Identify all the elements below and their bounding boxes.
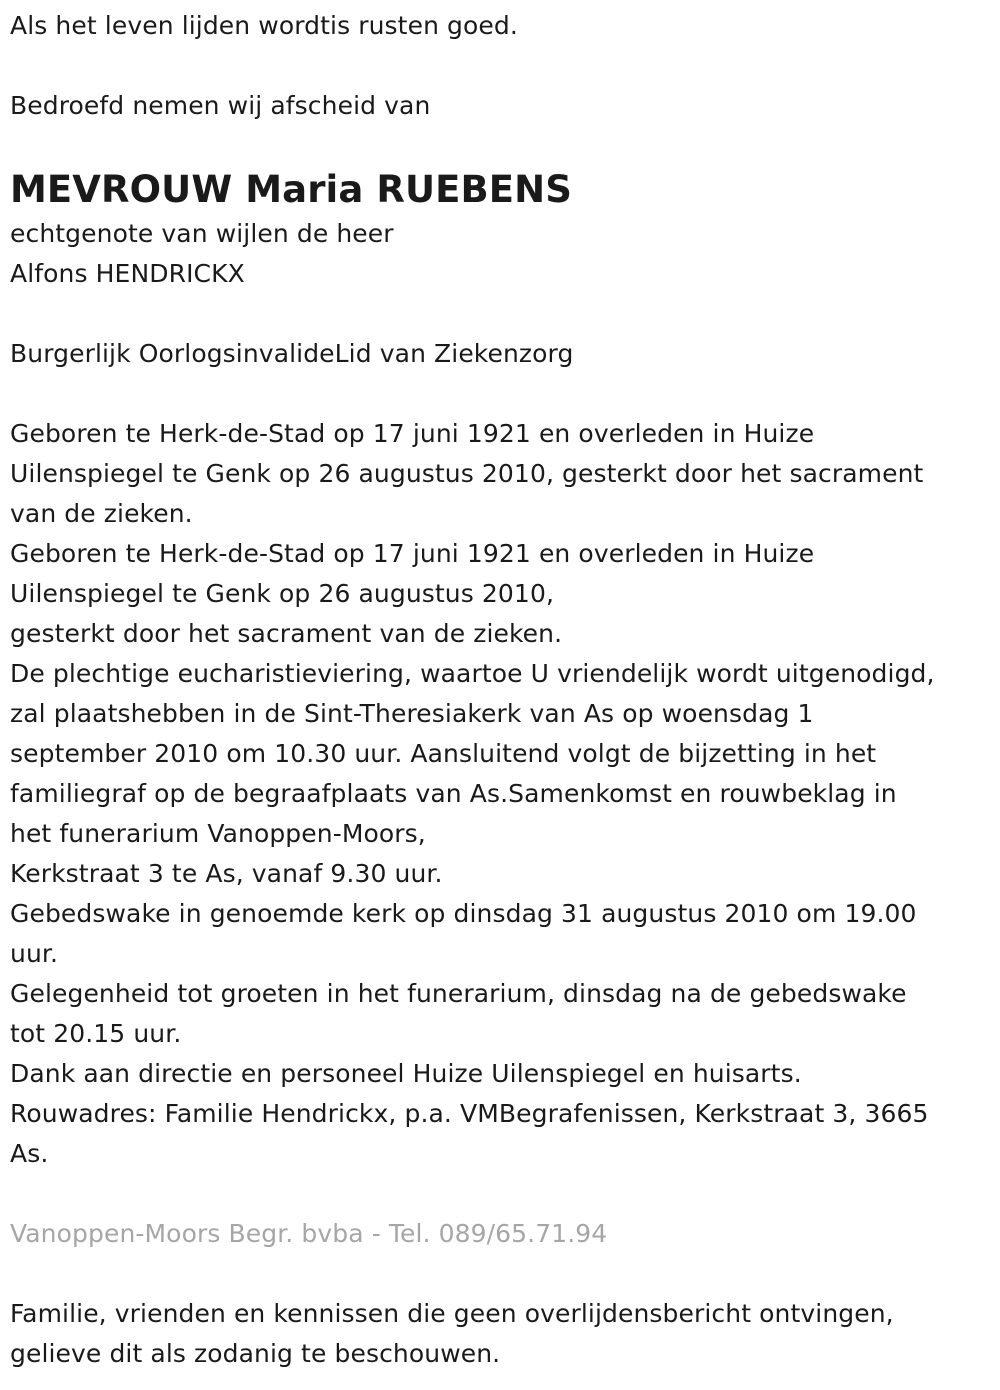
spacer: [10, 126, 995, 166]
relation-line: Alfons HENDRICKX: [10, 259, 245, 288]
closing-line: gelieve dit als zodanig te beschouwen.: [10, 1339, 501, 1368]
spacer: [10, 294, 995, 334]
body-line: Uilenspiegel te Genk op 26 augustus 2010, gesterkt door het sacrament: [10, 459, 924, 488]
relation-line: echtgenote van wijlen de heer: [10, 219, 394, 248]
body-line: Dank aan directie en personeel Huize Uilenspiegel en huisarts.: [10, 1059, 802, 1088]
body-line: Uilenspiegel te Genk op 26 augustus 2010,: [10, 579, 554, 608]
body-line: uur.: [10, 939, 59, 968]
intro-text: Bedroefd nemen wij afscheid van: [10, 91, 431, 120]
body-line: het funerarium Vanoppen-Moors,: [10, 819, 426, 848]
titles-line: Burgerlijk OorlogsinvalideLid van Ziekenzorg: [10, 339, 574, 368]
body-line: zal plaatshebben in de Sint-Theresiakerk van As op woensdag 1: [10, 699, 814, 728]
funeral-home-contact: Vanoppen-Moors Begr. bvba - Tel. 089/65.71.94: [10, 1219, 608, 1248]
body-line: tot 20.15 uur.: [10, 1019, 182, 1048]
spacer: [10, 46, 995, 86]
body-line: familiegraf op de begraafplaats van As.Samenkomst en rouwbeklag in: [10, 779, 897, 808]
body-line: Gebedswake in genoemde kerk op dinsdag 31 augustus 2010 om 19.00: [10, 899, 917, 928]
deceased-name: MEVROUW Maria RUEBENS: [10, 168, 572, 211]
spacer: [10, 374, 995, 414]
body-line: Geboren te Herk-de-Stad op 17 juni 1921 en overleden in Huize: [10, 419, 815, 448]
body-line: Geboren te Herk-de-Stad op 17 juni 1921 en overleden in Huize: [10, 539, 815, 568]
motto: Als het leven lijden wordtis rusten goed.: [10, 11, 518, 40]
body-line: Rouwadres: Familie Hendrickx, p.a. VMBegrafenissen, Kerkstraat 3, 3665: [10, 1099, 929, 1128]
body-line: gesterkt door het sacrament van de zieken.: [10, 619, 563, 648]
spacer: [10, 1254, 995, 1294]
body-line: Kerkstraat 3 te As, vanaf 9.30 uur.: [10, 859, 443, 888]
body-line: Gelegenheid tot groeten in het funerarium, dinsdag na de gebedswake: [10, 979, 907, 1008]
body-line: van de zieken.: [10, 499, 193, 528]
body-line: september 2010 om 10.30 uur. Aansluitend volgt de bijzetting in het: [10, 739, 877, 768]
body-line: De plechtige eucharistieviering, waartoe U vriendelijk wordt uitgenodigd,: [10, 659, 935, 688]
body-text: [10, 414, 995, 1174]
closing-line: Familie, vrienden en kennissen die geen overlijdensbericht ontvingen,: [10, 1299, 894, 1328]
body-line: As.: [10, 1139, 49, 1168]
obituary-notice: [10, 6, 995, 1374]
spacer: [10, 1174, 995, 1214]
